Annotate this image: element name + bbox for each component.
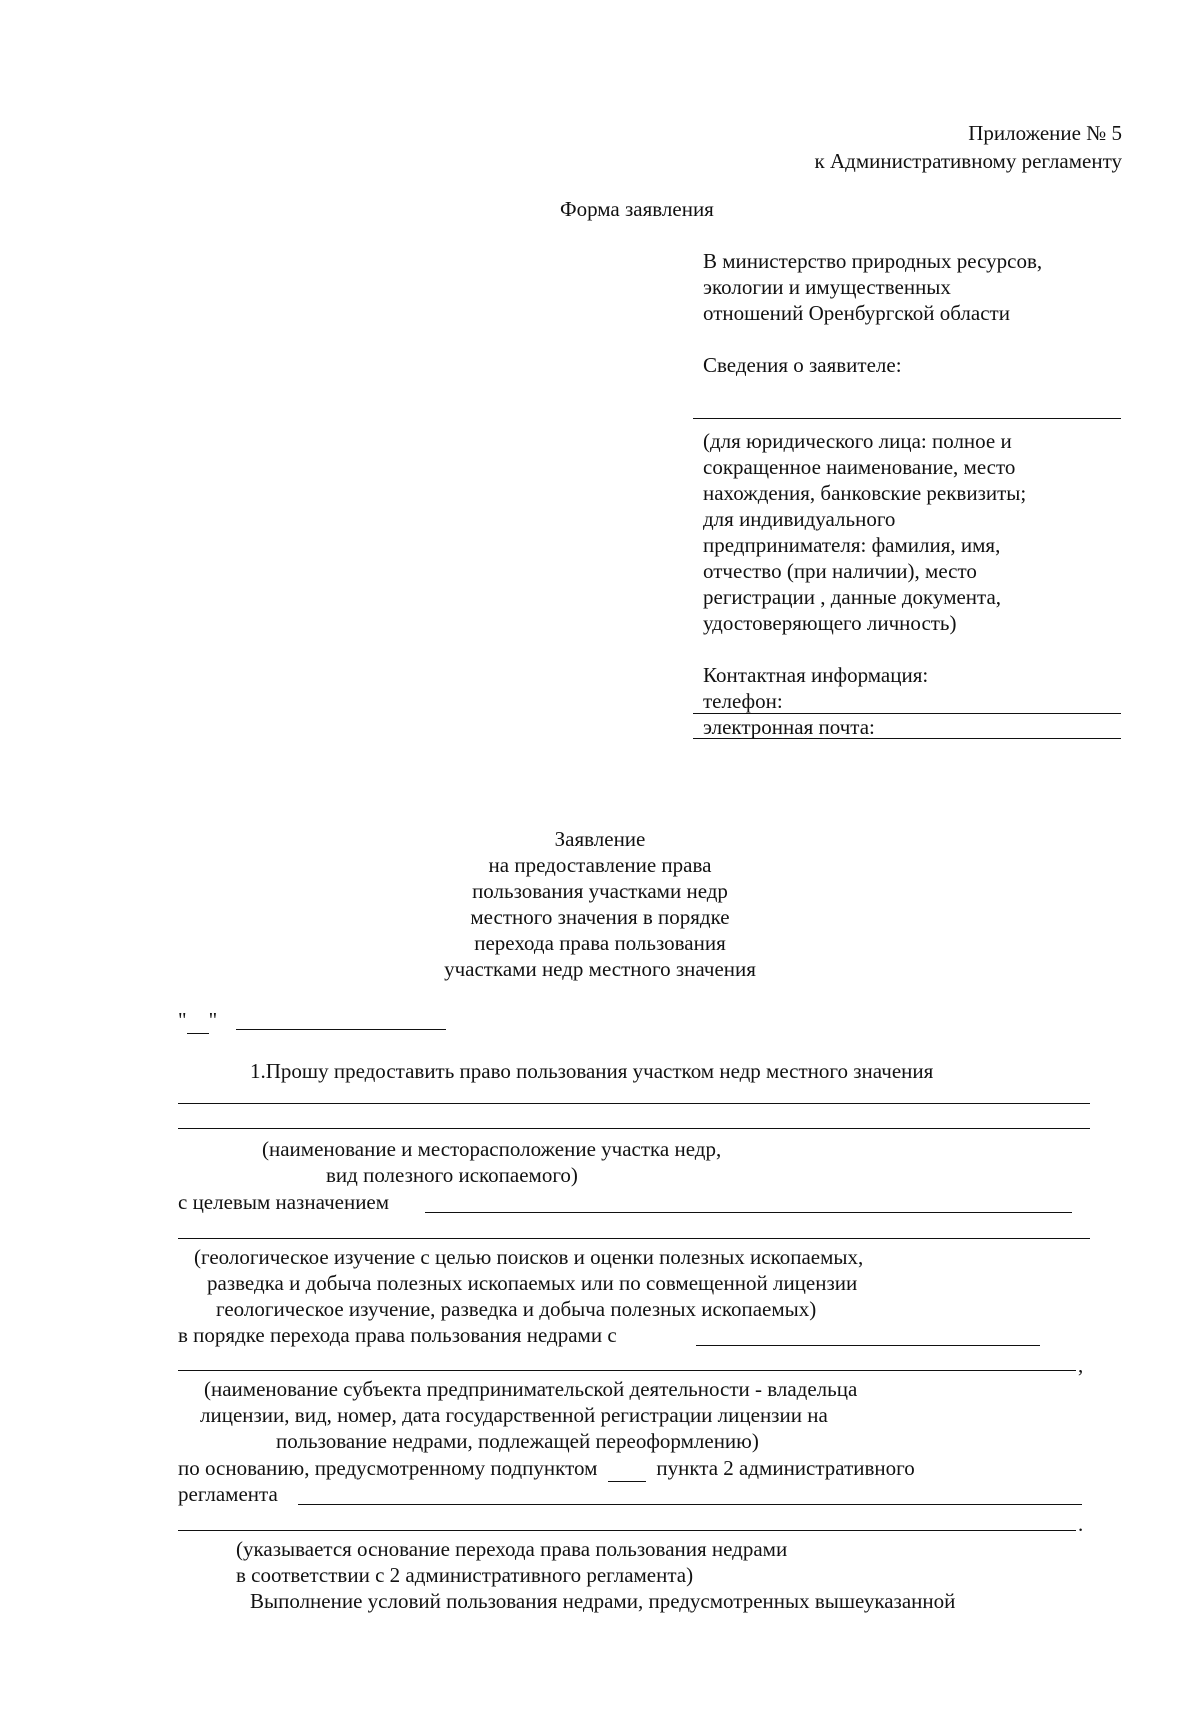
conditions-text: Выполнение условий пользования недрами, предусмотренных вышеуказанной [250, 1589, 956, 1613]
appendix-reference: к Административному регламенту [814, 149, 1122, 173]
phone-label: телефон: [703, 689, 783, 713]
transfer-field-line-2[interactable] [178, 1370, 1076, 1371]
purpose-label: с целевым назначением [178, 1190, 390, 1214]
applicant-hint-6: отчество (при наличии), место [703, 559, 977, 583]
transfer-label: в порядке перехода права пользования недрами с [178, 1323, 617, 1347]
plot-hint-2: вид полезного ископаемого) [326, 1163, 578, 1187]
basis-field-line-2[interactable] [178, 1530, 1076, 1531]
subparagraph-blank[interactable] [608, 1455, 646, 1482]
basis-period: . [1078, 1512, 1084, 1536]
title-line-4: местного значения в порядке [470, 905, 730, 929]
applicant-hint-5: предпринимателя: фамилия, имя, [703, 533, 1001, 557]
purpose-hint-3: геологическое изучение, разведка и добыча полезных ископаемых) [216, 1297, 817, 1321]
plot-hint-1: (наименование и месторасположение участка недр, [262, 1137, 722, 1161]
title-line-6: участками недр местного значения [444, 957, 756, 981]
title-line-2: на предоставление права [488, 853, 712, 877]
email-field-line[interactable] [693, 738, 1121, 739]
applicant-hint-3: нахождения, банковские реквизиты; [703, 481, 1027, 505]
form-caption: Форма заявления [560, 197, 714, 221]
title-line-5: перехода права пользования [474, 931, 726, 955]
purpose-hint-1: (геологическое изучение с целью поисков и оценки полезных ископаемых, [194, 1245, 864, 1269]
regulation-label: регламента [178, 1482, 278, 1506]
applicant-hint-8: удостоверяющего личность) [703, 611, 957, 635]
applicant-hint-1: (для юридического лица: полное и [703, 429, 1012, 453]
addressee-line-3: отношений Оренбургской области [703, 301, 1010, 325]
applicant-hint-7: регистрации , данные документа, [703, 585, 1002, 609]
applicant-hint-2: сокращенное наименование, место [703, 455, 1016, 479]
subject-hint-2: лицензии, вид, номер, дата государственной регистрации лицензии на [200, 1403, 828, 1427]
date-close-quote: " [208, 1008, 218, 1032]
date-field[interactable] [178, 1007, 217, 1034]
date-open-quote: " [178, 1008, 187, 1032]
basis-suffix: пункта 2 административного [656, 1456, 915, 1480]
plot-field-line-2[interactable] [178, 1128, 1090, 1129]
purpose-field-line-2[interactable] [178, 1238, 1090, 1239]
basis-prefix: по основанию, предусмотренному подпунктом [178, 1456, 598, 1480]
email-label: электронная почта: [703, 715, 875, 739]
appendix-number: Приложение № 5 [968, 121, 1122, 145]
basis-hint-1: (указывается основание перехода права пользования недрами [236, 1537, 788, 1561]
applicant-info-line[interactable] [693, 418, 1121, 419]
transfer-comma: , [1078, 1353, 1084, 1377]
subject-hint-3: пользование недрами, подлежащей переоформлению) [276, 1429, 759, 1453]
contact-info-label: Контактная информация: [703, 663, 929, 687]
purpose-hint-2: разведка и добыча полезных ископаемых или по совмещенной лицензии [207, 1271, 858, 1295]
applicant-hint-4: для индивидуального [703, 507, 896, 531]
plot-field-line-1[interactable] [178, 1103, 1090, 1104]
subject-hint-1: (наименование субъекта предпринимательской деятельности - владельца [204, 1377, 858, 1401]
purpose-field-line-1[interactable] [425, 1212, 1072, 1213]
title-line-3: пользования участками недр [472, 879, 728, 903]
date-day-blank[interactable] [187, 1007, 209, 1034]
addressee-line-1: В министерство природных ресурсов, [703, 249, 1043, 273]
date-month-year-line[interactable] [236, 1029, 446, 1030]
title-line-1: Заявление [554, 827, 646, 851]
addressee-line-2: экологии и имущественных [703, 275, 951, 299]
basis-hint-2: в соответствии с 2 административного регламента) [236, 1563, 694, 1587]
transfer-field-line-1[interactable] [696, 1345, 1040, 1346]
item-1-text: 1.Прошу предоставить право пользования участком недр местного значения [250, 1059, 934, 1083]
basis-field-line-1[interactable] [298, 1504, 1082, 1505]
applicant-info-label: Сведения о заявителе: [703, 353, 902, 377]
basis-line [178, 1455, 915, 1482]
